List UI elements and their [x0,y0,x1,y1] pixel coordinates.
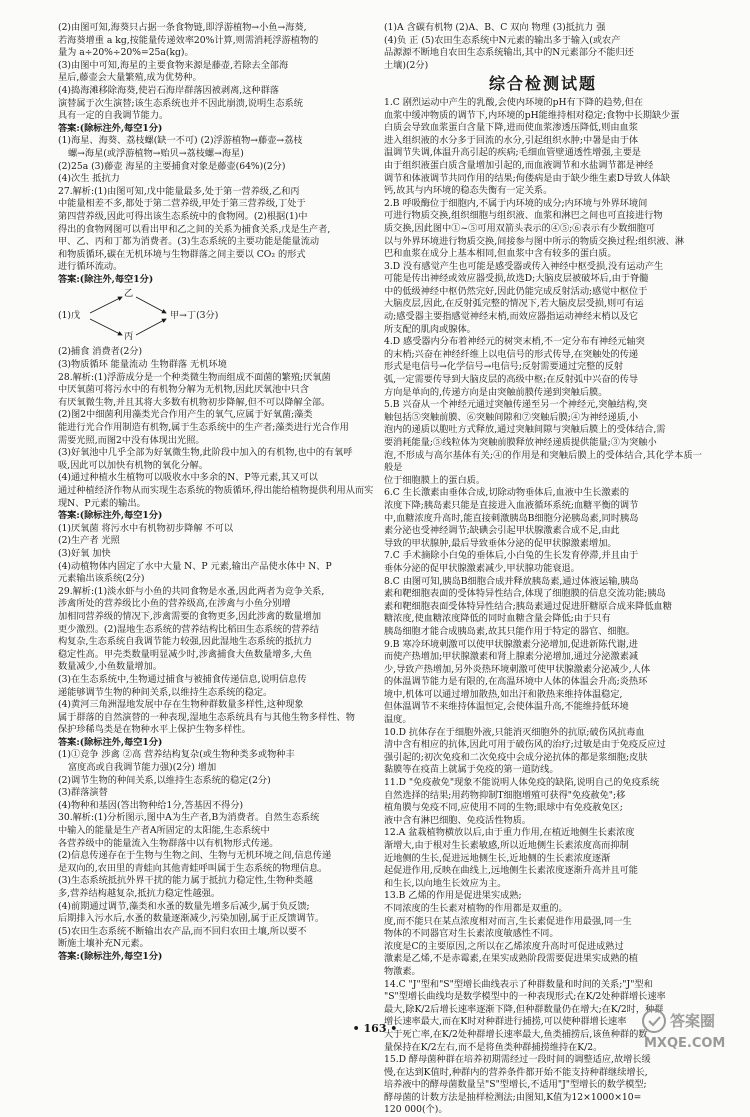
text-line: 素和靶细胞表面受体特异性结合;胰岛素通过促进肝糖原合成来降低血糖 [384,600,672,612]
text-line: 要消耗能量;⑤线粒体为突触前膜释放神经递质提供能量;③为突触小 [384,437,657,448]
text-line: 泡,不形成与高尔基体有关;④的作用是和突触后膜上的受体结合,其化学本质一般是 [384,449,702,474]
question-29-analysis: 29.解析:(1)淡水虾与小鱼的共同食物是水蚤,因此两者为竞争关系, [58,585,325,597]
left-column [58,22,374,964]
text-line: (1)A 含碳有机物 (2)A、B、C 双向 物理 (3)抵抗力 强 [384,22,606,33]
text-line: 进行循环流动。 [58,261,123,273]
right-column [384,22,702,1117]
text-line: 有厌氧微生物,并且其将大多数有机物初步降解,但不可以降解全部。 [58,396,331,408]
text-line: 得出的食物网图可以看出甲和乙之间的关系为捕食关系,戊是生产者, [58,223,331,235]
text-line: 清中含有相应的抗体,因此可用于破伤风的治疗;过敏是由于免疫反应过 [384,739,666,751]
text-line: 和生长,以向地生长效应为主。 [384,877,507,889]
text-line: 弧,一定需要传导到大脑皮层的高级中枢;在反射弧中兴奋的传导 [384,374,639,386]
text-line: (4)物种和基因(答出物种给1分,答基因不得分) [58,799,244,811]
text-line: 以与外界环境进行物质交换,间接参与图中所示的物质交换过程;组织液、淋 [384,235,685,247]
text-line: 钙,故其与内环境的稳态失衡有一定关系。 [384,185,553,197]
solution-10: 10.D 抗体存在于细胞外液,只能消灭细胞外的抗原;破伤风抗毒血 [384,726,645,738]
text-line: 动;感受器主要指感觉神经末梢,而效应器指运动神经末梢以及它 [384,311,639,323]
solution-13: 13.B 乙烯的作用是促进果实成熟; [384,890,522,902]
text-line: 糖浓度,使血糖浓度降低的同时血糖含量会降低;由于只有 [384,613,611,625]
text-line: 中能量相差不多,都处于第二营养级,甲处于第三营养级,丁处于 [58,198,306,210]
text-line: 星后,藤壶会大量繁殖,成为优势种。 [58,72,202,84]
text-line: (1)①竞争 涉禽 ②高 营养结构复杂(或生物种类多或物种丰 [58,749,295,761]
text-line: 泡内的递质以胞吐方式释放,通过突触间隙与突触后膜上的受体结合,需 [384,424,666,436]
text-line: 中厌氧菌可将污水中的有机物分解为无机物,因此厌氧池中只含 [58,384,309,396]
text-line: 垂体分泌的促甲状腺激素减少,甲状腺功能衰退。 [384,562,580,574]
solution-12: 12.A 盆栽植物横放以后,由于重力作用,在植近地侧生长素浓度 [384,827,635,839]
text-line: 而使产热增加;甲状腺激素和肾上腺素分泌增加,通过分泌激素减 [384,651,639,663]
watermark-text-bottom: MXQE.COM [644,1036,726,1051]
text-line: (4)通过种植水生植物可以吸收水中多余的N、P等元素,其又可以 [58,472,318,484]
text-line: 不同浓度的生长素对植物的作用都是双重的。 [384,902,568,914]
text-line: (3)群落演替 [58,787,108,799]
question-30-analysis: 30.解析:(1)分析图示,图中A为生产者,B为消费者。自然生态系统 [58,812,320,824]
answer-heading: 答案:(除标注外,每空1分) [58,122,163,134]
text-line: 巴和血浆在成分上基本相同,但血浆中含有较多的蛋白质。 [384,248,617,260]
text-line: 量保持在K/2左右,而不是将鱼类种群捕捞维持在K/2。 [384,1041,603,1053]
text-line: 各营养级中的能量流入生物群落中以有机物形式传递。 [58,837,279,849]
food-web-diagram [58,288,374,344]
text-line: 进入组织液的水分多于回流的水分,引起组织水肿;中暑是由于体 [384,134,639,146]
text-line: 素和靶细胞表面的受体特异性结合,体现了细胞膜的信息交流功能;胰岛 [384,588,666,600]
solution-7: 7.C 手术摘除小白兔的垂体后,小白兔的生长发育停滞,并且由于 [384,550,639,562]
text-line: 加相同营养级的情况下,涉禽需要的食物更多,因此涉禽的数量增加 [58,610,322,622]
text-line: 属于群落的自然演替的一种表现,湿地生态系统具有与其他生物多样性、物 [58,711,355,723]
text-line: 中,血糖浓度升高时,能直接刺激胰岛B细胞分泌胰岛素,同时胰岛 [384,512,639,524]
text-line: 多,营养结构越复杂,抵抗力稳定性越强。 [58,888,221,899]
solution-14: 14.C "J"型和"S"型增长曲线表示了种群数量和时间的关系;"J"型和 [384,978,653,990]
text-line: 保护珍稀鸟类是在物种水平上保护生物多样性。 [58,724,251,736]
text-line: 富度高或自我调节能力强)(2分) 增加 [68,762,217,774]
text-line: 物体的不同器官对生长素浓度敏感性不同。 [384,928,559,940]
answer-heading: 答案:(除标注外,每空1分) [58,736,163,748]
text-line: 调节和体液调节共同作用的结果;佝偻病是由于缺少维生素D导致人体缺 [384,172,671,184]
solution-1: 1.C 剧烈运动中产生的乳酸,会使内环境的pH有下降的趋势,但在 [384,96,643,108]
answer-heading: 答案:(除标注外,每空1分) [58,950,163,962]
text-line: 数量减少,小鱼数量增加。 [58,661,162,673]
text-line: 所支配的肌肉或腺体。 [384,323,476,335]
text-line: (2)调节生物的种间关系,以维持生态系统的稳定(2分) [58,774,271,786]
text-line: 导致的甲状腺肿,最后导致垂体分泌的促甲状腺激素增加。 [384,537,617,549]
text-line: 激素是乙烯,不是赤霉素,在果实成熟阶段需要促进果实成熟的植 [384,953,638,965]
question-28-analysis: 28.解析:(1)浮游成分是一个种类微生物而组成不面菌的繁殖;厌氧菌 [58,371,331,383]
text-line: 胰岛细胞才能合成胰岛素,故其只能作用于特定的器官、细胞。 [384,625,635,637]
section-title: 综合检测试题 [488,74,597,94]
text-line: 浓度是C的主要原因,之所以在乙烯浓度升高时可促进成熟过 [384,940,624,952]
text-line: 血浆中缓冲物质的调节下,内环境的pH能维持相对稳定;食物中长期缺少蛋 [384,109,680,121]
text-line: 可能是传出神经或效应器受损,故选D;大脑皮层被破坏后,由于脊髓 [384,273,649,285]
text-line: 第四营养级,因此可得出该生态系统中的食物网。(2)根据(1)中 [58,210,308,222]
text-line: 温度。 [384,714,412,726]
text-line: (4)次生 抵抗力 [58,173,120,185]
text-line: (2)信息传递存在于生物与生物之间、生物与无机环境之间,信息传递 [58,850,332,862]
text-line: 元素输出该系统(2分) [58,573,145,585]
watermark-text-top: 答案圈 [670,1012,716,1030]
text-line: 的末梢;兴奋在神经纤维上以电信号的形式传导,在突触处的传递 [384,348,639,360]
text-line: 形式是电信号→化学信号→电信号;反射需要通过完整的反射 [384,361,623,373]
solution-15: 15.D 酵母菌种群在培养初期需经过一段时间的调整适应,故增长缓 [384,1054,651,1066]
text-line: (2)捕食 消费者(2分) [58,346,143,358]
text-line: 黏膜等在疫苗上就属于免疫的第一道防线。 [384,764,559,776]
text-line: 境中,机体可以通过增加散热,如出汗和散热来维持体温稳定, [384,688,623,700]
question-27-analysis: 27.解析:(1)由图可知,戊中能量最多,处于第一营养级,乙和丙 [58,185,300,197]
text-line: 少,导致产热增加,另外炎热环境刺激可使甲状腺激素分泌减少,人体 [384,663,651,675]
solution-8: 8.C 由图可知,胰岛B细胞合成并释放胰岛素,通过体液运输,胰岛 [384,575,639,587]
text-line: 触包括⑤突触前膜、⑥突触间隙和⑦突触后膜;④为神经递质,小 [384,411,639,423]
solution-9: 9.B 寒冷环境刺激可以使甲状腺激素分泌增加,促进新陈代谢,进 [384,638,638,650]
text-line: 物激素。 [384,965,421,977]
text-line: 植角膜与免疫不同,应使用不同的生物;眼球中有免疫赦免区; [384,802,623,814]
food-web-label-jia: 甲→丁(3分) [170,310,219,322]
text-line: 由于组织液蛋白质含量增加引起的,而血液调节和水盐调节都是神经 [384,159,654,171]
text-line: 能进行光合作用制造有机物,属于生态系统中的生产者;藻类进行光合作用 [58,422,349,434]
text-line: 渐增大,由于根对生长素敏感,所以近地侧生长素浓度高而抑制 [384,840,629,851]
text-line: 慢,在达到K值时,种群内的营养条件都开始不能支持种群继续增长, [384,1066,648,1078]
text-line: 吸,因此可以加快有机物的氧化分解。 [58,459,208,471]
text-line: "S"型增长曲线均是数学模型中的一种表现形式;在K/2处种群增长速率 [384,991,666,1003]
text-line: 递能够调节生物的种间关系,以维持生态系统的稳定。 [58,686,273,698]
text-line: 大于死亡率,在K/2处种群增长速率最大,鱼类捕捞后,该鱼种群的数 [384,1028,648,1040]
text-line: 断施土壤补充N元素。 [58,938,149,950]
text-line: 120 000(个)。 [384,1104,448,1116]
text-line: 方向是单向的,传递方向是由突触前膜传递到突触后膜。 [384,386,608,398]
text-line: (3)由图中可知,海星的主要食物来源是藤壶,若除去全部海 [58,59,289,71]
text-line: 起促进作用,反映在曲线上,远地侧生长素浓度逐渐升高并且可能 [384,865,638,877]
text-line: (2)由图可知,海葵只占据一条食物链,即浮游植物→小鱼→海葵, [58,22,307,33]
text-line: (4)动植物体内固定了水中大量 N、P 元素,输出产品使水体中 N、P [58,560,332,572]
page-number: • 163 • [352,1022,398,1035]
text-line: (3)好氧 加快 [58,547,111,559]
text-line: 强引起的;初次免疫和二次免疫中会成分泌抗体的都是浆细胞;皮肤 [384,751,648,763]
text-line: (5)农田生态系统不断输出农产品,而不回归农田土壤,所以要不 [58,925,307,937]
text-line: 更少激烈。(2)湿地生态系统的营养结构比稻田生态系统的营养结 [58,623,320,635]
text-line: 素分泌也受神经调节;缺碘会引起甲状腺激素合成不足,由此 [384,525,620,537]
solution-3: 3.D 没有感觉产生也可能是感受器或传入神经中枢受损,没有运动产生 [384,260,664,272]
text-line: 近地侧的生长,促进远地侧生长,近地侧的生长素浓度逐渐 [384,852,611,864]
solution-5: 5.B 兴奋从一个神经元通过突触传递至另一个神经元,突触结构,突 [384,399,648,411]
text-line: 具有一定的自我调节能力。 [58,110,169,122]
text-line: (3)好氧池中几乎全部为好氧微生物,此阶段中加入的有机物,也中的有氧呼 [58,447,353,459]
text-line: 培养液中的酵母菌数量呈"S"型增长,不适用"J"型增长的数学模型; [384,1079,647,1091]
text-line: 可进行物质交换,组织细胞与组织液、血浆和淋巴之间也可直接进行物 [384,210,663,222]
text-line: (3)在生态系统中,生物通过捕食与被捕食传递信息,说明信息传 [58,673,307,685]
solution-6: 6.C 生长激素由垂体合成,切除动物垂体后,血液中生长激素的 [384,487,630,499]
text-line: 需要光照,而图2中没有体现出光照。 [58,434,205,446]
text-line: 和物质循环,碳在无机环境与生物群落之间主要以 CO₂ 的形式 [58,248,306,260]
text-line: 通过种植经济作物从而实现生态系统的物质循环,得出能给植物提供利用从而实 [58,485,374,496]
text-line: 现N、P元素的输出。 [58,497,146,509]
text-line: 品源源不断地自农田生态系统输出,其中的N元素部分不能归还 [384,47,634,59]
text-line: (1)厌氧菌 将污水中有机物初步降解 不可以 [58,522,234,534]
watermark-logo [640,1007,744,1051]
text-line: (3)物质循环 能量流动 生物群落 无机环境 [58,359,227,371]
text-line: (4)前期通过调节,藻类和水蚤的数量先增多后减少,属于负反馈; [58,900,310,912]
text-line: 度,而不能只在某点浓度相对而言,生长素促进作用最强,同一生 [384,915,632,927]
text-line: 温调节失调,体温升高引起的疾病;毛细血管壁通透性增强,主要是 [384,147,641,159]
solution-2: 2.B 呼吸酶位于细胞内,不属于内环境的成分;内环境与外界环境间 [384,197,648,209]
answer-heading: 答案:(除标注外,每空1分) [58,510,163,522]
text-line: 构复杂,生态系统自我调节能力较强,因此湿地生态系统的抵抗力 [58,636,312,648]
text-line: (2)生产者 光照 [58,535,120,547]
food-web-label-yi: 乙 [124,288,134,300]
food-web-label-bing: 丙 [124,331,134,343]
text-line: 自然选择的结果;用药物抑制T细胞增殖可获得"免疫赦免";移 [384,789,626,801]
text-line: 是双向的,农田里的青蛙向其他青蛙呼叫属于生态系统的物理信息。 [58,862,328,874]
text-line: (1)海星、海葵、荔枝螺(缺一不可) (2)浮游植物→藤壶→荔枝 [58,135,303,147]
text-line: 演替属于次生演替;该生态系统也并不因此崩溃,说明生态系统 [58,97,303,109]
text-line: 大脑皮层,因此,在反射弧完整的情况下,若大脑皮层受损,则可有运 [384,298,644,310]
text-line: 增长速率最大,而在K时对种群进行捕捞,可以使种群增长速率 [384,1016,627,1028]
text-line: 位于细胞膜上的蛋白质。 [384,474,486,486]
solution-11: 11.D "免疫赦免"现象不能说明人体免疫的缺陷,说明自己的免疫系统 [384,777,660,789]
answer-heading: 答案:(除注外,每空1分) [58,273,154,285]
text-line: (4)捣海滩移除海葵,使岩石海岸群落因被剥离,这种群落 [58,84,279,96]
text-line: (2)图2中细菌利用藻类光合作用产生的氧气,应属于好氧菌;藻类 [58,409,313,421]
text-line: 甲、乙、丙和丁都为消费者。(3)生态系统的主要功能是能量流动 [58,236,320,248]
text-line: 中的低级神经中枢仍然完好,因此仍能完成反射活动;感觉中枢位于 [384,285,648,297]
text-line: 若海葵增重 a kg,按能量传递效率20%计算,则需消耗浮游植物的 [58,34,319,46]
text-line: 最大,除K/2后增长速率逐渐下降,但种群数量仍在增大;在K/2时，种群 [384,1003,664,1015]
solution-4: 4.D 感受器内分布着神经元的树突末梢,不一定分布有神经元轴突 [384,336,645,348]
text-line: 中输入的能量是生产者A所固定的太阳能,生态系统中 [58,825,270,837]
text-line: 稳定性高。甲壳类数量明显减少时,涉禽捕食大鱼数量增多,大鱼 [58,648,312,660]
text-line: 但体温调节不来维持体温恒定,会使体温升高,不能维持低环境 [384,701,629,713]
text-line: (4)黄河三角洲湿地发展中存在生物种群数量多样性,这种现象 [58,699,304,711]
food-web-label-wu: (1)戊 [58,310,81,322]
text-line: 土壤)(2分) [384,59,429,71]
text-line: 酵母菌的计数方法是抽样检测法;由图知,K值为12×1000×10= [384,1091,642,1103]
text-line: 涉禽所处的营养级比小鱼的营养级高,在涉禽与小鱼分别增 [58,598,291,610]
text-line: (4)负 正 (5)农田生态系统中N元素的输出多于输入(或农产 [384,34,621,46]
text-line: 浓度下降;胰岛素只能是直接进入血液循环系统;血糖平衡的调节 [384,499,639,511]
text-line: (2)25a (3)藤壶 海星的主要捕食对象是藤壶(64%)(2分) [58,160,286,172]
text-line: 后期排入污水后,水蚤的数量逐渐减少,污染加剧,属于正反馈调节。 [58,913,325,925]
text-line: 量为 a÷20%÷20%=25a(kg)。 [58,47,194,59]
text-line: (3)生态系统抵抗外界干扰的能力属于抵抗力稳定性,生物种类越 [58,875,313,887]
text-line: 的体温调节能力是有限的,在高温环境中人体的体温会升高;炎热环 [384,676,648,688]
text-line: 质交换,因此图中①~⑤可用双箭头表示的④⑤;⑥表示有少数细胞可 [384,222,655,234]
text-line: 白质会导致血浆蛋白含量下降,进而使血浆渗透压降低,则由血浆 [384,122,638,134]
text-line: 液中含有淋巴细胞、免疫活性物质。 [384,814,531,826]
text-line: 螺→海星(或浮游植物→贻贝→荔枝螺→海星) [68,147,244,159]
